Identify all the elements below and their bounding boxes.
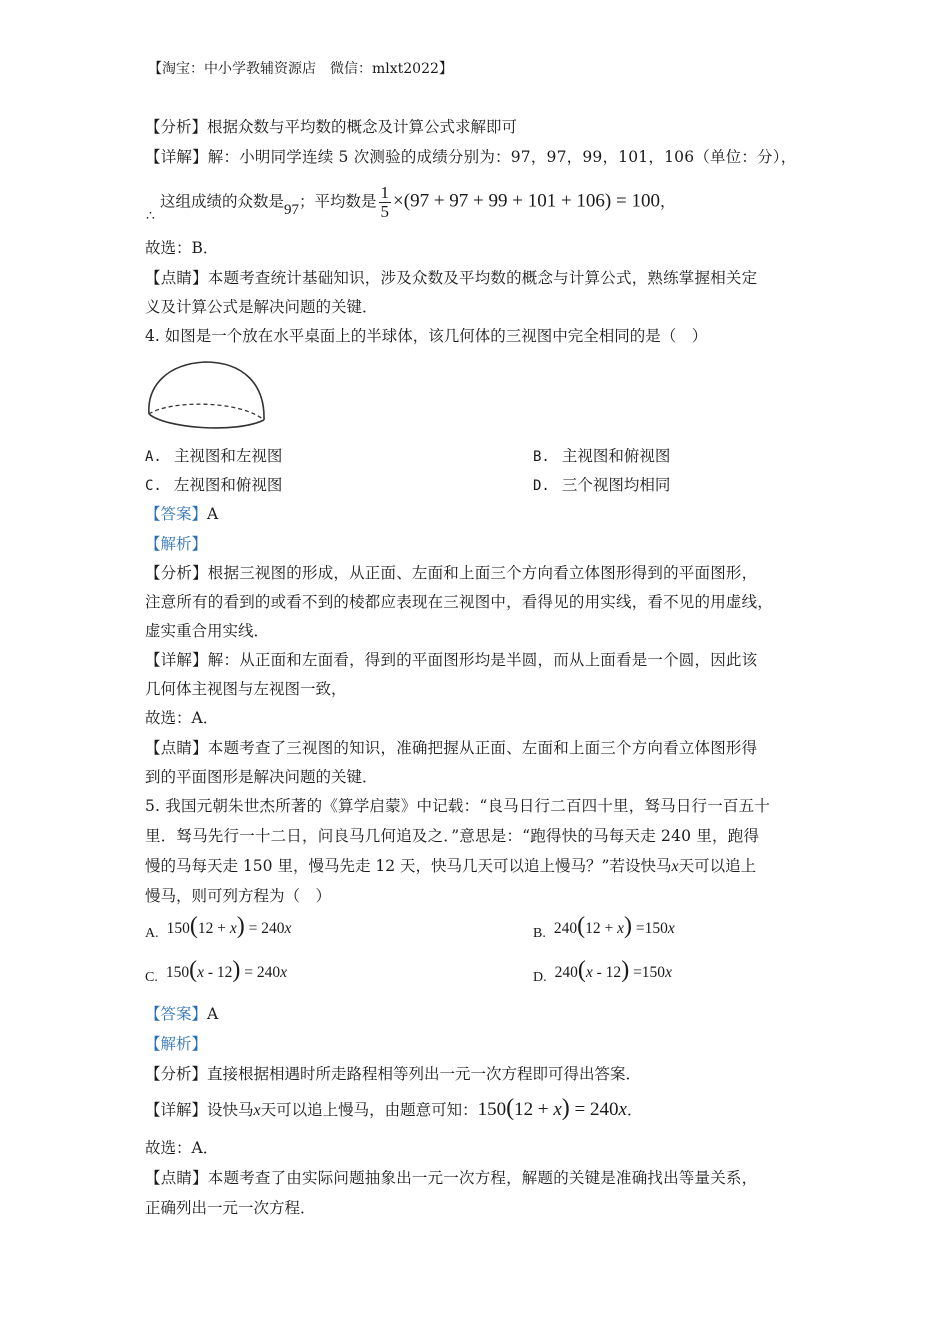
eq-part: 12 +: [197, 920, 230, 937]
eq-paren: (: [506, 1095, 515, 1121]
q4-option-b: [533, 446, 670, 467]
q3-fraction: [379, 184, 392, 221]
q5-analysis-tag: 【解析】: [145, 1035, 208, 1053]
page-header: 【淘宝：中小学教辅资源店 微信：mlxt2022】: [148, 61, 453, 77]
eq-paren: (: [189, 957, 198, 983]
hemisphere-base-hidden: [149, 404, 264, 420]
eq-var: x: [229, 920, 237, 937]
eq-paren: ): [621, 957, 630, 983]
q3-mode-value: 97: [284, 201, 300, 218]
option-label: C.: [145, 478, 162, 494]
q3-detail-line1: 【详解】解：小明同学连续 5 次测验的成绩分别为：97，97，99，101，106（单位：分），: [145, 148, 797, 166]
eq-var: x: [197, 964, 204, 981]
eq-var: x: [665, 964, 672, 981]
q4-comment-line1: 【点睛】本题考查了三视图的知识，准确把握从正面、左面和上面三个方向看立体图形得: [145, 739, 758, 757]
q4-analysis-line2: 注意所有的看到的或看不到的棱都应表现在三视图中，看得见的用实线，看不见的用虚线，: [145, 593, 774, 611]
q5-option-c: [145, 957, 288, 985]
q4-comment-line2: 到的平面图形是解决问题的关键．: [145, 768, 378, 786]
eq-paren: ): [623, 913, 632, 939]
option-text: 主视图和俯视图: [561, 447, 671, 465]
eq-var: x: [617, 920, 624, 937]
q5-detail-end: ．: [626, 1101, 643, 1119]
q4-analysis-tag: 【解析】: [145, 535, 208, 553]
eq-part: 12 +: [585, 920, 618, 937]
q3-comma: ，: [659, 192, 676, 211]
q3-analysis: 【分析】根据众数与平均数的概念及计算公式求解即可: [145, 118, 518, 136]
q5-detail: [145, 1094, 642, 1125]
q5-variable: x: [671, 858, 679, 875]
eq-part: 240: [553, 920, 578, 937]
q5-stem-line2: 里．驽马先行一十二日，问良马几何追及之．”意思是：“跑得快的马每天走 240 里，跑得: [145, 827, 760, 845]
q5-option-a: [145, 913, 292, 941]
answer-tag: 【答案】: [145, 1005, 208, 1023]
q5-detail-equation: [477, 1095, 627, 1121]
hemisphere-figure: [145, 360, 270, 436]
eq-var: x: [667, 920, 675, 937]
eq-part: = 240: [240, 964, 281, 981]
q3-fraction-denominator: 5: [380, 202, 390, 221]
q3-comment-line2: 义及计算公式是解决问题的关键．: [145, 298, 378, 316]
eq-part: =150: [631, 920, 668, 937]
q4-detail-line1: 【详解】解：从正面和左面看，得到的平面图形均是半圆，而从上面看是一个圆，因此该: [145, 651, 758, 669]
eq-part: 150: [166, 920, 190, 937]
eq-part: = 240: [569, 1099, 619, 1120]
option-label: B.: [533, 449, 550, 465]
q4-analysis-line3: 虚实重合用实线．: [145, 622, 270, 640]
q3-fraction-numerator: 1: [380, 183, 390, 202]
q5-stem-text: 慢的马每天走 150 里，慢马先走 12 天，快马几天可以追上慢马？”若设快马: [145, 857, 672, 875]
q5-answer: [145, 1004, 218, 1024]
q5-choice: 故选：A．: [145, 1139, 219, 1157]
q4-choice: 故选：A．: [145, 709, 219, 727]
q5-analysis: 【分析】直接根据相遇时所走路程相等列出一元一次方程即可得出答案．: [145, 1065, 642, 1083]
option-label: D.: [533, 478, 550, 494]
q4-detail-line2: 几何体主视图与左视图一致，: [145, 680, 347, 698]
q4-analysis-line1: 【分析】根据三视图的形成，从正面、左面和上面三个方向看立体图形得到的平面图形，: [145, 564, 758, 582]
q4-answer: [145, 504, 218, 524]
q5-stem-line4: 慢马，则可列方程为（ ）: [145, 887, 332, 905]
eq-paren: ): [561, 1095, 570, 1121]
eq-var: x: [280, 964, 288, 981]
q5-detail-variable: x: [253, 1102, 261, 1119]
option-label: A.: [145, 449, 162, 465]
eq-part: 150: [477, 1099, 507, 1120]
answer-value: A: [207, 1005, 219, 1023]
q5-stem-line1: 5. 我国元朝朱世杰所著的《算学启蒙》中记载：“良马日行二百四十里，驽马日行一百五十: [145, 797, 771, 815]
answer-value: A: [207, 505, 219, 523]
option-text: 主视图和左视图: [173, 447, 283, 465]
q5-detail-text: 天可以追上慢马，由题意可知：: [260, 1101, 478, 1119]
eq-part: 12 +: [514, 1099, 554, 1120]
q5-comment-line1: 【点睛】本题考查了由实际问题抽象出一元一次方程，解题的关键是准确找出等量关系，: [145, 1169, 758, 1187]
eq-part: 150: [165, 964, 190, 981]
q3-mode-text: 这组成绩的众数是: [160, 192, 285, 211]
eq-part: 240: [554, 964, 578, 981]
eq-paren: ): [232, 957, 241, 983]
eq-var: x: [553, 1099, 562, 1120]
q5-comment-line2: 正确列出一元一次方程．: [145, 1199, 316, 1217]
q5-stem-line3: [145, 856, 756, 877]
q4-option-a: [145, 446, 282, 467]
q5-detail-text: 【详解】设快马: [145, 1101, 254, 1119]
eq-paren: (: [577, 957, 586, 983]
eq-var: x: [618, 1099, 627, 1120]
eq-var: x: [585, 964, 593, 981]
eq-paren: (: [577, 913, 586, 939]
hemisphere-base-front: [149, 414, 264, 428]
eq-part: - 12: [203, 964, 233, 981]
q3-mean-expression: ×(97 + 97 + 99 + 101 + 106) = 100: [393, 190, 660, 212]
option-label: C.: [145, 970, 158, 985]
q4-option-d: [533, 475, 670, 496]
q4-option-c: [145, 475, 282, 496]
q3-mean-text: ；平均数是: [299, 192, 377, 211]
q5-option-d: [533, 957, 672, 985]
eq-paren: (: [189, 913, 198, 939]
eq-part: =150: [629, 964, 666, 981]
q5-stem-text: 天可以追上: [678, 857, 757, 875]
option-label: A.: [145, 926, 159, 941]
answer-tag: 【答案】: [145, 505, 208, 523]
q3-choice: 故选：B．: [145, 239, 219, 257]
option-label: D.: [533, 970, 547, 985]
q3-detail-line2: [160, 184, 676, 221]
option-text: 三个视图均相同: [561, 476, 671, 494]
option-label: B.: [533, 926, 546, 941]
q3-comment-line1: 【点睛】本题考查统计基础知识，涉及众数及平均数的概念与计算公式，熟练掌握相关定: [145, 269, 758, 287]
q5-option-b: [533, 913, 675, 941]
eq-part: - 12: [592, 964, 622, 981]
therefore-symbol: ∴: [146, 208, 155, 224]
option-text: 左视图和俯视图: [173, 476, 283, 494]
q4-stem: 4. 如图是一个放在水平桌面上的半球体，该几何体的三视图中完全相同的是（ ）: [145, 327, 708, 345]
eq-part: = 240: [244, 920, 285, 937]
eq-var: x: [284, 920, 292, 937]
eq-paren: ): [236, 913, 245, 939]
